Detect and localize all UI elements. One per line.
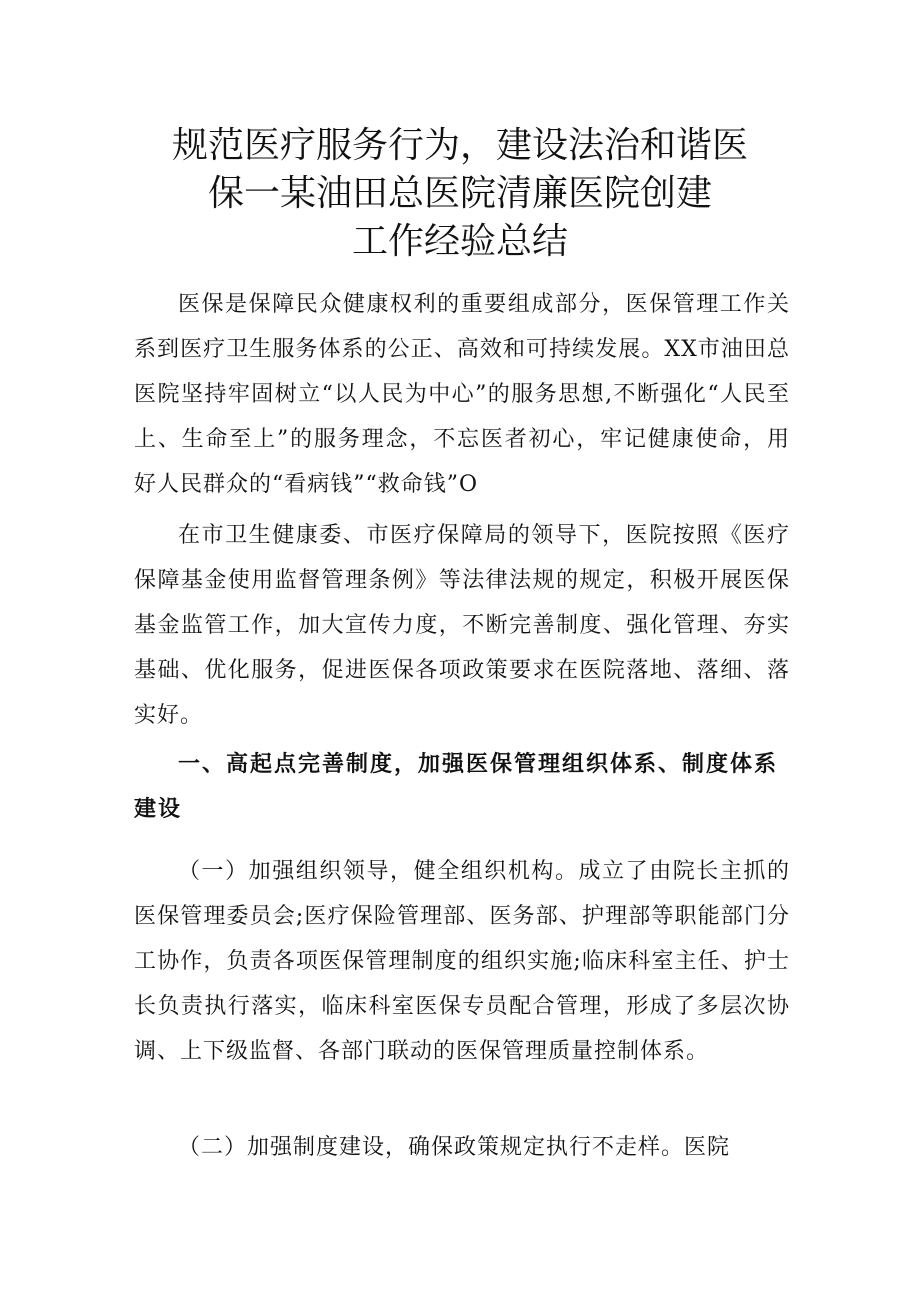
paragraph-leadership: 在市卫生健康委、市医疗保障局的领导下，医院按照《医疗保障基金使用监督管理条例》等法律法规的规定，积极开展医保基金监管工作，加大宣传力度，不断完善制度、强化管理、夯实基础、优化服务，促进医保各项政策要求在医院落地、落细、落实好。 [134, 523, 790, 728]
title-line-1: 规范医疗服务行为，建设法治和谐医 [171, 125, 748, 166]
title-line-3: 工作经验总结 [351, 221, 568, 262]
section-heading-1: 一、高起点完善制度，加强医保管理组织体系、制度体系建设 [134, 752, 779, 822]
paragraph-subsection-1: （一）加强组织领导，健全组织机构。成立了由院长主抓的医保管理委员会;医疗保险管理部、医务部、护理部等职能部门分工协作，负责各项医保管理制度的组织实施;临床科室主任、护士长负责执行落实，临床科室医保专员配合管理，形成了多层次协调、上下级监督、各部门联动的医保管理质量控制体系。 [134, 859, 790, 1064]
title-line-2: 保一某油田总医院清廉医院创建 [207, 173, 712, 214]
paragraph-intro: 医保是保障民众健康权利的重要组成部分，医保管理工作关系到医疗卫生服务体系的公正、高效和可持续发展。XX市油田总医院坚持牢固树立“以人民为中心”的服务思想,不断强化“人民至上、生命至上”的服务理念，不忘医者初心，牢记健康使命，用好人民群众的“看病钱”“救命钱”O [134, 292, 790, 497]
paragraph-subsection-2: （二）加强制度建设，确保政策规定执行不走样。医院 [178, 1135, 731, 1160]
document-title [110, 122, 810, 266]
